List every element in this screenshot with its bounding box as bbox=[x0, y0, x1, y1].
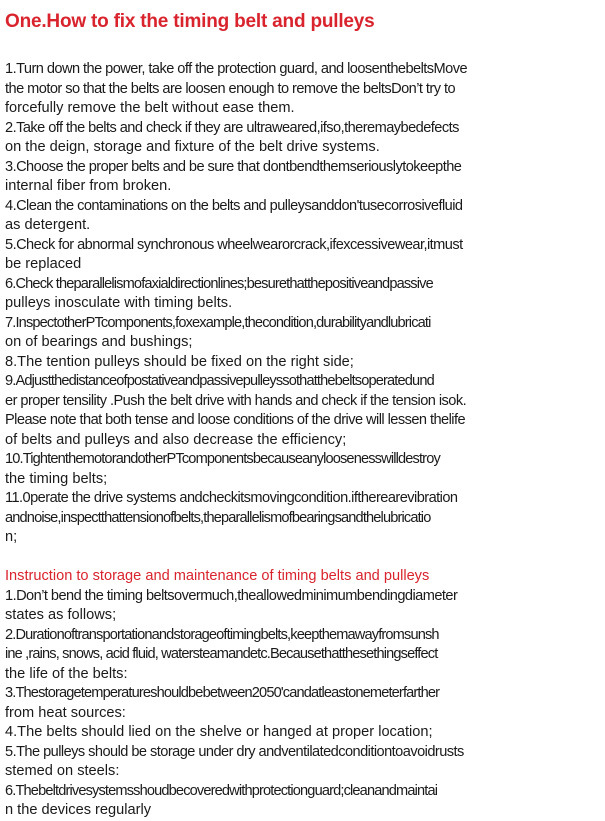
instruction-line: 3.Choose the proper belts and be sure that dontbendthemseriouslytokeepthe bbox=[5, 158, 462, 175]
instruction-line: 1.Don’t bend the timing beltsovermuch,theallowedminimumbendingdiameter bbox=[5, 587, 458, 604]
instruction-line: ine ,rains, snows, acid fluid, watersteamandetc.Becausethatthesethingseffect bbox=[5, 646, 438, 662]
instruction-line: the life of the belts: bbox=[5, 665, 128, 682]
instruction-line: forcefully remove the belt without ease them. bbox=[5, 100, 295, 116]
spacer bbox=[5, 548, 600, 568]
fixing-instructions bbox=[5, 60, 600, 548]
instruction-line: n; bbox=[5, 529, 18, 545]
instruction-line: the motor so that the belts are loosen enough to remove the beltsDon’t try to bbox=[5, 80, 456, 97]
instruction-line: 4.The belts should lied on the shelve or hanged at proper location; bbox=[5, 724, 433, 740]
instruction-line: 3.Thestoragetemperatureshouldbebetween2050'candatleastonemeterfarther bbox=[5, 685, 440, 701]
instruction-line: n the devices regularly bbox=[5, 802, 152, 818]
instruction-line: 6.Thebeltdrivesystemsshoudbecoveredwithprotectionguard;cleanandmaintai bbox=[5, 782, 438, 799]
instruction-line: 6.Check theparallelismofaxialdirectionlines;besurethatthepositiveandpassive bbox=[5, 275, 433, 292]
instruction-line: Please note that both tense and loose conditions of the drive will lessen thelife bbox=[5, 412, 466, 428]
section-heading: Instruction to storage and maintenance of timing belts and pulleys bbox=[5, 568, 430, 584]
instruction-line: pulleys inosculate with timing belts. bbox=[5, 295, 233, 311]
instruction-line: 5.Check for abnormal synchronous wheelwearorcrack,ifexcessivewear,itmust bbox=[5, 236, 463, 253]
instruction-line: as detergent. bbox=[5, 217, 91, 233]
instruction-line: 2.Take off the belts and check if they are ultraweared,ifso,theremaybedefects bbox=[5, 119, 459, 136]
instruction-line: 2.Durationoftransportationandstorageoftimingbelts,keepthemawayfromsunsh bbox=[5, 626, 439, 643]
instruction-line: stemed on steels: bbox=[5, 763, 120, 779]
instruction-line: 4.Clean the contaminations on the belts and pulleysanddon'tusecorrosivefluid bbox=[5, 197, 463, 214]
instruction-line: states as follows; bbox=[5, 607, 117, 623]
page-title: One.How to fix the timing belt and pulleys bbox=[5, 11, 375, 32]
instruction-line: 9.Adjustthedistanceofpostativeandpassivepulleyssothatthebeltsoperatedund bbox=[5, 373, 434, 389]
instruction-line: of belts and pulleys and also decrease the efficiency; bbox=[5, 431, 347, 448]
instruction-line: er proper tensility .Push the belt drive with hands and check if the tension isok. bbox=[5, 392, 467, 409]
instruction-line: 1.Turn down the power, take off the protection guard, and loosenthebeltsMove bbox=[5, 61, 468, 77]
instruction-line: 10.TightenthemotorandotherPTcomponentsbecauseanyloosenesswilldestroy bbox=[5, 451, 440, 467]
instruction-line: 7.InspectotherPTcomponents,foxexample,thecondition,durabilityandlubricati bbox=[5, 314, 431, 331]
instruction-line: the timing belts; bbox=[5, 470, 108, 487]
instruction-line: 8.The tention pulleys should be fixed on the right side; bbox=[5, 353, 354, 370]
instruction-line: internal fiber from broken. bbox=[5, 178, 172, 194]
document-page bbox=[5, 0, 600, 821]
instruction-line: on of bearings and bushings; bbox=[5, 334, 193, 350]
instruction-line: 5.The pulleys should be storage under dry andventilatedconditiontoavoidrusts bbox=[5, 743, 464, 760]
instruction-line: 11.0perate the drive systems andcheckitsmovingcondition.iftherearevibration bbox=[5, 490, 458, 506]
spacer bbox=[5, 44, 600, 60]
instruction-line: be replaced bbox=[5, 256, 82, 272]
instruction-line: on the deign, storage and fixture of the belt drive systems. bbox=[5, 139, 380, 155]
storage-instructions bbox=[5, 567, 600, 821]
instruction-line: from heat sources: bbox=[5, 704, 126, 721]
instruction-line: andnoise,inspectthattensionofbelts,theparallelismofbearingsandthelubricatio bbox=[5, 509, 431, 526]
